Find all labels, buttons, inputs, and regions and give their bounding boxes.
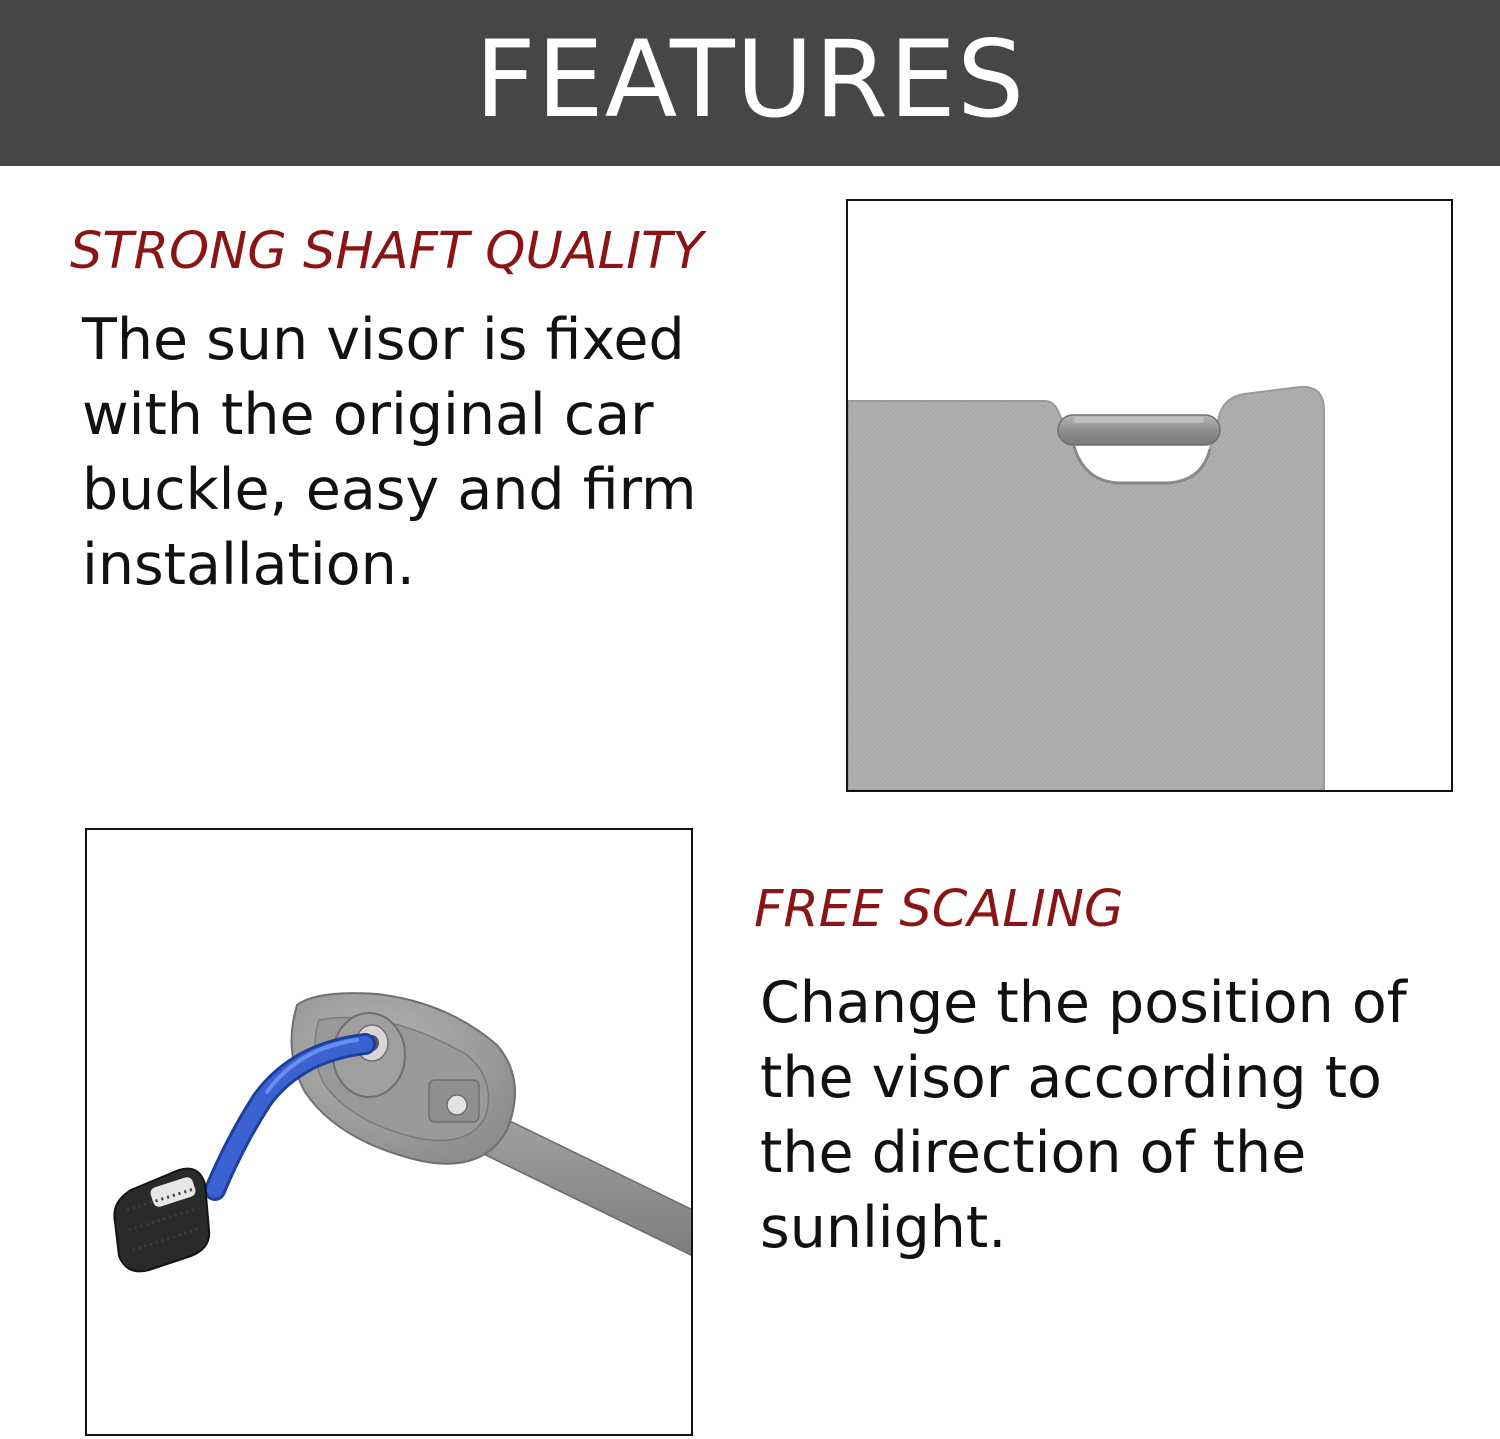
feature-text-free-scaling: Change the position of the visor according to the direction of the sunlight. bbox=[760, 970, 1407, 1261]
visor-pivot-arm-photo bbox=[85, 828, 693, 1436]
sun-visor-panel-photo bbox=[846, 199, 1453, 792]
feature-heading-free-scaling: FREE SCALING bbox=[754, 880, 1124, 939]
page-title: FEATURES bbox=[474, 18, 1026, 141]
features-banner bbox=[0, 0, 1500, 166]
sun-visor-panel-icon bbox=[848, 201, 1451, 790]
feature-text-strong-shaft: The sun visor is fixed with the original car buckle, easy and firm installation. bbox=[82, 307, 697, 598]
visor-pivot-arm-icon bbox=[87, 830, 691, 1434]
feature-heading-strong-shaft: STRONG SHAFT QUALITY bbox=[70, 222, 704, 281]
